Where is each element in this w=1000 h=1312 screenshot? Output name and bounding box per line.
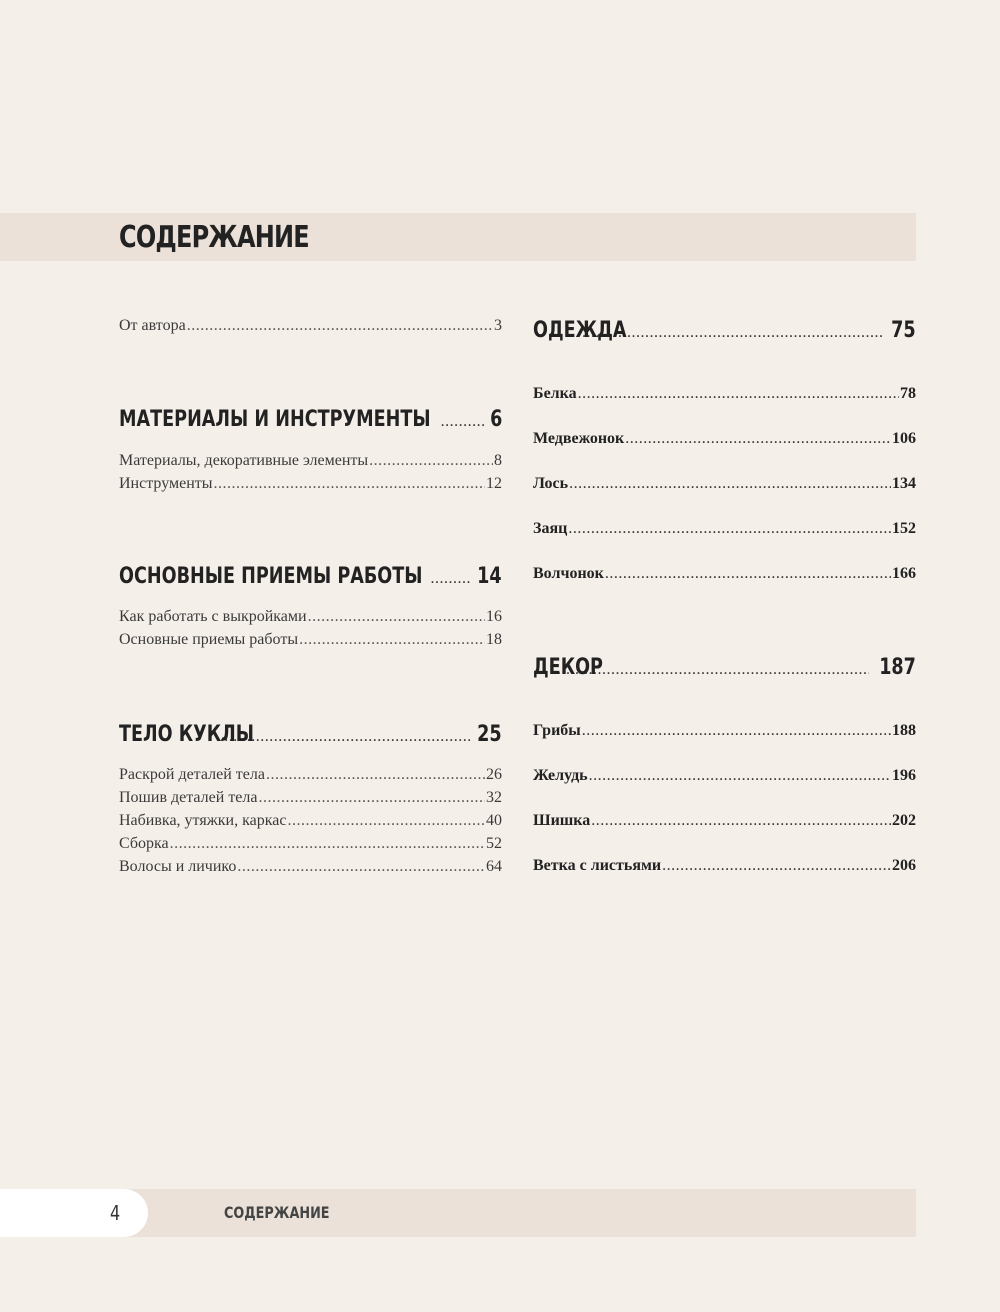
- toc-section-title: МАТЕРИАЛЫ И ИНСТРУМЕНТЫ: [119, 407, 431, 432]
- toc-entry-page: 3: [494, 317, 502, 334]
- toc-entry-label: Медвежонок: [533, 430, 625, 447]
- toc-entry-page: 206: [892, 857, 916, 874]
- toc-entry-page: 134: [892, 475, 916, 492]
- toc-entry-intro[interactable]: [119, 317, 502, 335]
- toc-entry-label: Лось: [533, 475, 569, 492]
- toc-entry[interactable]: [533, 812, 916, 830]
- toc-section-page: 75: [891, 318, 916, 343]
- dot-leader: [170, 835, 485, 853]
- toc-entry-label: От автора: [119, 317, 186, 334]
- toc-entry-label: Шишка: [533, 812, 591, 829]
- dot-leader: [589, 767, 891, 785]
- toc-section-body[interactable]: [119, 722, 502, 749]
- toc-entry-label: Сборка: [119, 835, 169, 852]
- toc-section-page: 6: [489, 407, 502, 432]
- dot-leader: [591, 812, 891, 830]
- dot-leader: [369, 452, 493, 470]
- toc-section-title: ДЕКОР: [533, 655, 603, 680]
- toc-entry-page: 18: [486, 631, 502, 648]
- toc-section-title: ОДЕЖДА: [533, 318, 627, 343]
- toc-entry-page: 202: [892, 812, 916, 829]
- toc-entry-page: 152: [892, 520, 916, 537]
- page-number: 4: [110, 1201, 121, 1225]
- toc-section-techniques[interactable]: [119, 564, 502, 591]
- toc-entry-page: 188: [892, 722, 916, 739]
- toc-entry[interactable]: [533, 767, 916, 785]
- dot-leader: [569, 475, 891, 493]
- toc-entry-label: Грибы: [533, 722, 581, 739]
- dot-leader: [220, 722, 471, 747]
- toc-entry[interactable]: [119, 858, 502, 876]
- dot-leader: [605, 565, 891, 583]
- toc-entry-page: 26: [486, 766, 502, 783]
- toc-section-title: ТЕЛО КУКЛЫ: [119, 722, 254, 747]
- dot-leader: [582, 318, 884, 343]
- dot-leader: [582, 722, 891, 740]
- toc-section-decor[interactable]: [533, 655, 916, 682]
- toc-section-page: 25: [477, 722, 502, 747]
- toc-entry-page: 52: [486, 835, 502, 852]
- toc-section-clothing[interactable]: [533, 318, 916, 345]
- toc-entry[interactable]: [533, 475, 916, 493]
- toc-section-page: 14: [477, 564, 502, 589]
- toc-entry[interactable]: [533, 520, 916, 538]
- toc-entry-page: 64: [486, 858, 502, 875]
- dot-leader: [308, 608, 485, 626]
- toc-entry-label: Пошив деталей тела: [119, 789, 258, 806]
- toc-entry-label: Ветка с листьями: [533, 857, 662, 874]
- dot-leader: [441, 407, 486, 432]
- dot-leader: [625, 430, 891, 448]
- dot-leader: [287, 812, 485, 830]
- toc-entry-page: 166: [892, 565, 916, 582]
- dot-leader: [237, 858, 485, 876]
- toc-entry-page: 32: [486, 789, 502, 806]
- toc-left-column: [119, 0, 502, 1312]
- toc-entry-label: Материалы, декоративные элементы: [119, 452, 369, 469]
- dot-leader: [266, 766, 485, 784]
- toc-entry[interactable]: [119, 835, 502, 853]
- page-title: СОДЕРЖАНИЕ: [119, 220, 309, 255]
- toc-entry-page: 12: [486, 475, 502, 492]
- toc-entry[interactable]: [119, 475, 502, 493]
- toc-entry[interactable]: [119, 766, 502, 784]
- toc-entry-label: Волчонок: [533, 565, 604, 582]
- dot-leader: [568, 520, 891, 538]
- dot-leader: [299, 631, 485, 649]
- running-title: СОДЕРЖАНИЕ: [224, 1203, 330, 1222]
- dot-leader: [430, 564, 470, 589]
- toc-entry-page: 40: [486, 812, 502, 829]
- toc-entry[interactable]: [119, 789, 502, 807]
- toc-section-title: ОСНОВНЫЕ ПРИЕМЫ РАБОТЫ: [119, 564, 423, 589]
- toc-entry-page: 106: [892, 430, 916, 447]
- toc-entry-page: 196: [892, 767, 916, 784]
- toc-entry[interactable]: [119, 631, 502, 649]
- toc-entry-label: Белка: [533, 385, 577, 402]
- toc-entry-label: Раскрой деталей тела: [119, 766, 265, 783]
- toc-entry[interactable]: [533, 565, 916, 583]
- toc-entry-label: Инструменты: [119, 475, 213, 492]
- dot-leader: [578, 385, 899, 403]
- toc-entry-page: 8: [494, 452, 502, 469]
- toc-entry[interactable]: [533, 430, 916, 448]
- dot-leader: [259, 789, 486, 807]
- toc-entry-page: 16: [486, 608, 502, 625]
- toc-entry[interactable]: [119, 452, 502, 470]
- toc-entry[interactable]: [533, 722, 916, 740]
- dot-leader: [187, 317, 493, 335]
- toc-entry-label: Основные приемы работы: [119, 631, 299, 648]
- toc-entry-label: Заяц: [533, 520, 568, 537]
- toc-entry[interactable]: [533, 857, 916, 875]
- page-number-tab: [0, 1189, 148, 1237]
- toc-right-column: [533, 0, 916, 1312]
- dot-leader: [662, 857, 891, 875]
- toc-entry-label: Набивка, утяжки, каркас: [119, 812, 287, 829]
- toc-entry-page: 78: [900, 385, 916, 402]
- toc-entry[interactable]: [119, 812, 502, 830]
- toc-section-materials[interactable]: [119, 407, 502, 434]
- dot-leader: [214, 475, 485, 493]
- toc-section-page: 187: [879, 655, 916, 680]
- toc-entry[interactable]: [533, 385, 916, 403]
- toc-entry-label: Как работать с выкройками: [119, 608, 307, 625]
- toc-entry-label: Волосы и личико: [119, 858, 237, 875]
- toc-entry-label: Желудь: [533, 767, 588, 784]
- toc-entry[interactable]: [119, 608, 502, 626]
